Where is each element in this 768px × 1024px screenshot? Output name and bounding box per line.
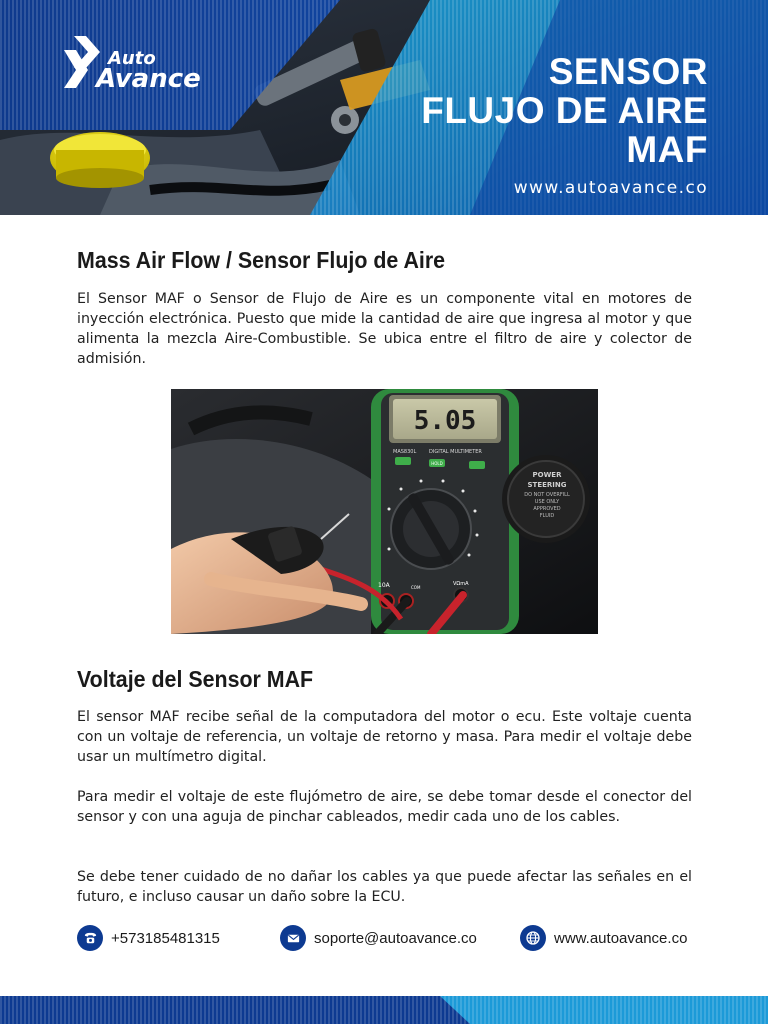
- header-website: www.autoavance.co: [513, 178, 708, 198]
- multimeter-model: MAS830L: [393, 449, 417, 455]
- header-banner: [0, 0, 768, 215]
- title-line-3: MAF: [626, 129, 708, 170]
- footer-bar: [0, 996, 768, 1024]
- section-paragraph: El Sensor MAF o Sensor de Flujo de Aire es un componente vital en motores de inyección electrónica. Puesto que mide la cantidad de aire que ingresa al motor y que alimenta la mezcla Aire-Combustible. Se ubica entre el filtro de aire y colector de admisión.: [77, 291, 692, 367]
- logo-word-avance: Avance: [96, 64, 201, 94]
- cap-text-line-4: USE ONLY: [534, 499, 560, 505]
- contact-website[interactable]: [520, 925, 687, 951]
- contact-email-text: soporte@autoavance.co: [314, 929, 477, 947]
- jack-com-label: COM: [411, 585, 421, 590]
- section-paragraph: Se debe tener cuidado de no dañar los cables ya que puede afectar las señales en el futuro, e incluso causar un daño sobre la ECU.: [77, 869, 692, 905]
- section-heading-maf: Mass Air Flow / Sensor Flujo de Aire: [77, 247, 446, 273]
- multimeter-display: 5.05: [413, 406, 477, 436]
- title-line-2: FLUJO DE AIRE: [421, 90, 708, 131]
- contact-phone-text: +573185481315: [111, 929, 220, 947]
- multimeter-label: DIGITAL MULTIMETER: [429, 449, 482, 455]
- section-heading-voltage: Voltaje del Sensor MAF: [77, 666, 314, 692]
- cap-text-line-1: POWER: [532, 471, 562, 479]
- brand-logo-text: [96, 48, 201, 94]
- jack-vohm-label: VΩmA: [453, 581, 469, 587]
- hold-button-label: HOLD: [431, 461, 443, 466]
- multimeter-illustration: [171, 389, 598, 634]
- contact-phone[interactable]: [77, 925, 220, 951]
- title-line-1: SENSOR: [548, 51, 708, 92]
- contact-email[interactable]: [280, 925, 477, 951]
- globe-icon: [520, 925, 546, 951]
- header-title: [421, 52, 708, 169]
- multimeter-photo: [171, 389, 598, 634]
- logo-word-auto: Auto: [108, 48, 156, 69]
- section-paragraph: El sensor MAF recibe señal de la computadora del motor o ecu. Este voltaje cuenta con un voltaje de referencia, un voltaje de retorno y masa. Para medir el voltaje debe usar un multímetro digital.: [77, 709, 692, 765]
- cap-text-line-2: STEERING: [527, 481, 567, 489]
- phone-icon: [77, 925, 103, 951]
- contact-website-text: www.autoavance.co: [554, 929, 688, 947]
- cap-text-line-3: DO NOT OVERFILL: [524, 492, 570, 498]
- jack-10a-label: 10A: [378, 582, 390, 589]
- section-paragraph: Para medir el voltaje de este flujómetro de aire, se debe tomar desde el conector del sensor y con una aguja de pinchar cableados, medir cada uno de los cables.: [77, 789, 692, 825]
- cap-text-line-5: APPROVED: [533, 506, 561, 512]
- cap-text-line-6: FLUID: [539, 513, 555, 519]
- mail-icon: [280, 925, 306, 951]
